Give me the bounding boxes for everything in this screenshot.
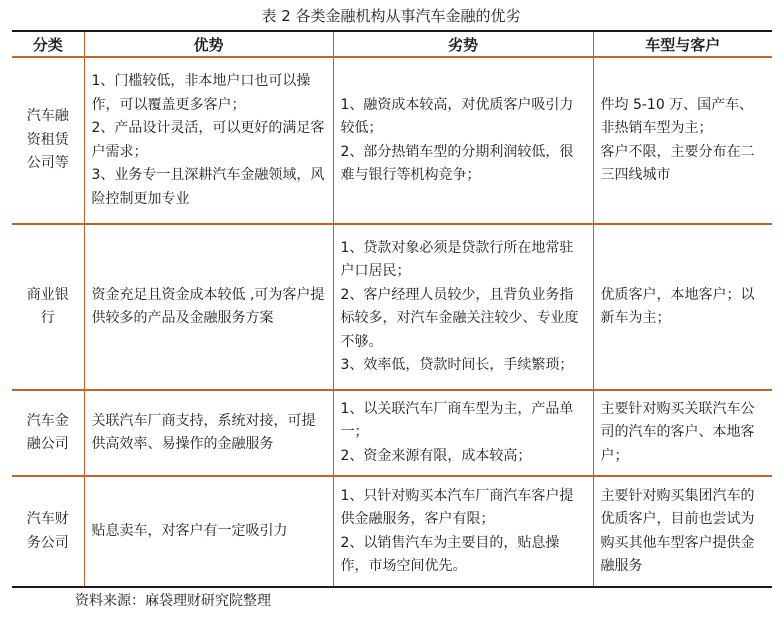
table-row xyxy=(12,57,772,224)
table-header-row xyxy=(12,31,772,57)
category-cell: 汽车财 务公司 xyxy=(12,476,84,587)
header-category: 分类 xyxy=(12,31,84,57)
disadvantages-cell: 1、融资成本较高，对优质客户吸引力较低； 2、部分热销车型的分期利润较低，很难与银行等机构竞争； xyxy=(333,57,593,224)
table-row xyxy=(12,476,772,587)
table-row xyxy=(12,390,772,476)
table-title: 表 2 各类金融机构从事汽车金融的优劣 xyxy=(261,7,521,25)
category-cell: 汽车融 资租赁 公司等 xyxy=(12,57,84,224)
advantages-cell: 关联汽车厂商支持，系统对接，可提供高效率、易操作的金融服务 xyxy=(84,390,333,476)
customers-cell: 主要针对购买集团汽车的优质客户，目前也尝试为购买其他车型客户提供金融服务 xyxy=(593,476,772,587)
comparison-table xyxy=(12,30,772,588)
category-cell: 商业银 行 xyxy=(12,224,84,390)
category-cell: 汽车金 融公司 xyxy=(12,390,84,476)
customers-cell: 优质客户，本地客户；以新车为主； xyxy=(593,224,772,390)
source-note: 资料来源：麻袋理财研究院整理 xyxy=(75,593,271,609)
disadvantages-cell: 1、以关联汽车厂商车型为主，产品单一； 2、资金来源有限，成本较高； xyxy=(333,390,593,476)
advantages-cell: 资金充足且资金成本较低 ,可为客户提供较多的产品及金融服务方案 xyxy=(84,224,333,390)
advantages-cell: 1、门槛较低，非本地户口也可以操作，可以覆盖更多客户； 2、产品设计灵活，可以更好的满足客户需求； 3、业务专一且深耕汽车金融领域，风险控制更加专业 xyxy=(84,57,333,224)
header-advantages: 优势 xyxy=(84,31,333,57)
header-disadvantages: 劣势 xyxy=(333,31,593,57)
disadvantages-cell: 1、只针对购买本汽车厂商汽车客户提供金融服务，客户有限； 2、以销售汽车为主要目的，贴息操作，市场空间优先。 xyxy=(333,476,593,587)
disadvantages-cell: 1、贷款对象必须是贷款行所在地常驻户口居民； 2、客户经理人员较少，且背负业务指标较多，对汽车金融关注较少、专业度不够。 3、效率低，贷款时间长，手续繁琐； xyxy=(333,224,593,390)
customers-cell: 件均 5-10 万、国产车、非热销车型为主； 客户不限，主要分布在二三四线城市 xyxy=(593,57,772,224)
header-customers: 车型与客户 xyxy=(593,31,772,57)
advantages-cell: 贴息卖车，对客户有一定吸引力 xyxy=(84,476,333,587)
customers-cell: 主要针对购买关联汽车公司的汽车的客户、本地客户； xyxy=(593,390,772,476)
table-row xyxy=(12,224,772,390)
